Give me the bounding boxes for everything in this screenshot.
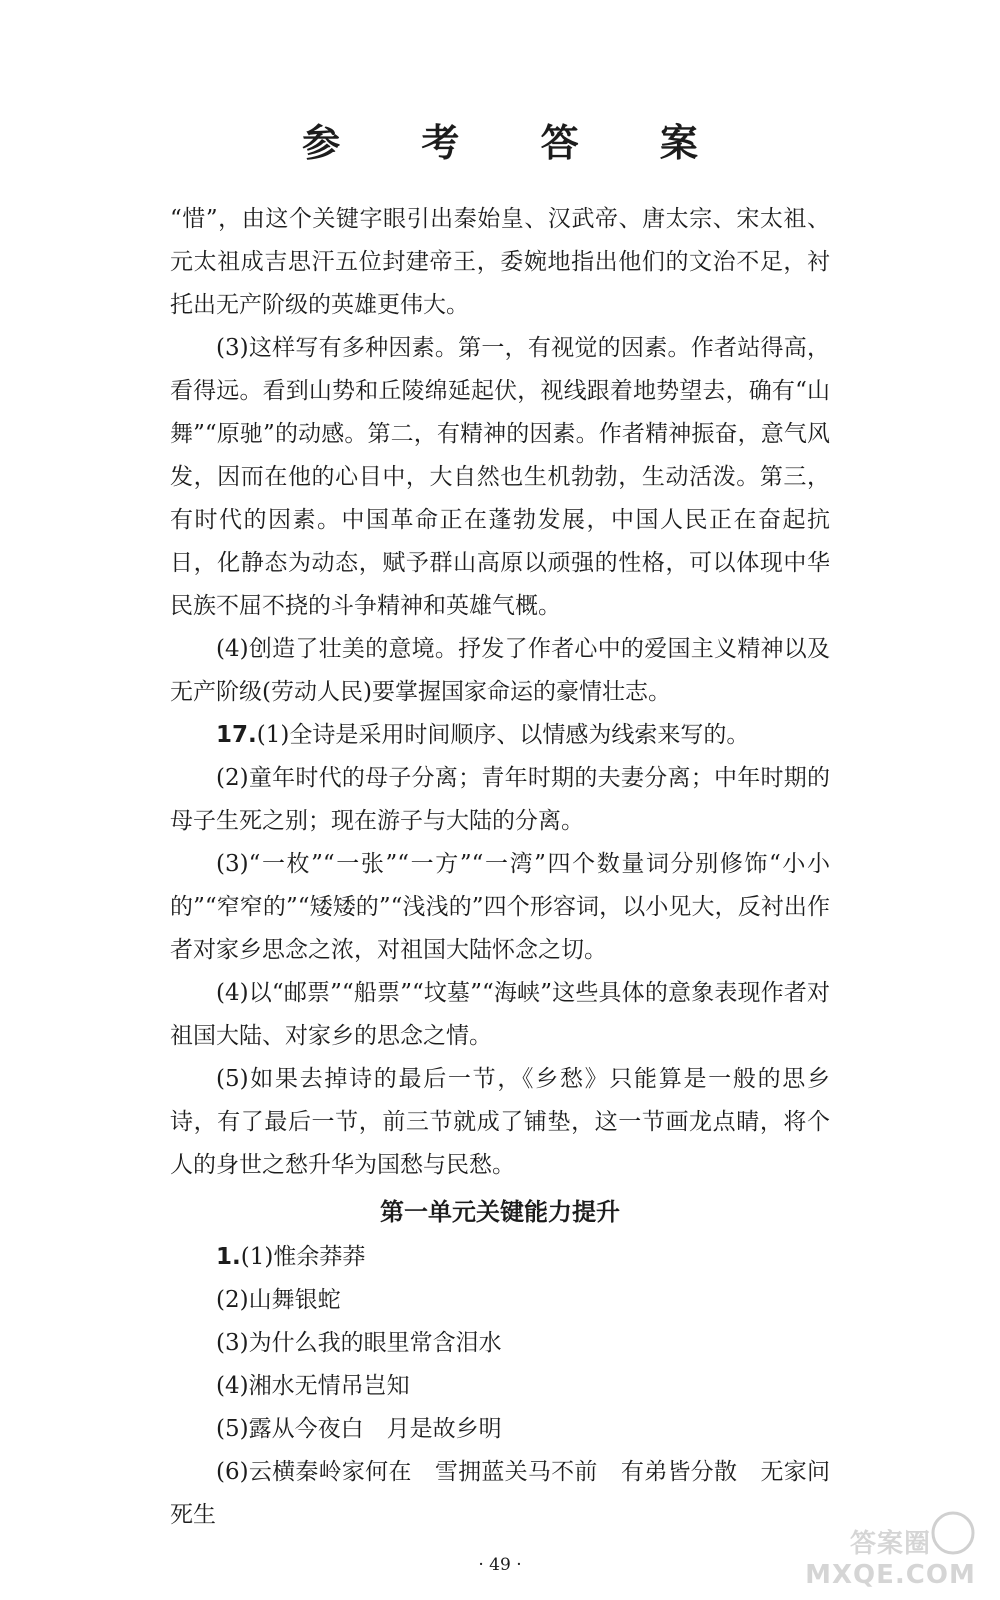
- watermark-text: 答案圈 MXQE.COM: [805, 1529, 976, 1590]
- question-1-item-4: (4)湘水无情吊岂知: [216, 1373, 410, 1399]
- page-number: · 49 ·: [478, 1555, 522, 1575]
- question-number: 17.: [216, 722, 257, 748]
- question-17-item-3: (3)“一枚”“一张”“一方”“一湾”四个数量词分别修饰“小小的”“窄窄的”“矮矮的”“浅浅的”四个形容词，以小见大，反衬出作者对家乡思念之浓，对祖国大陆怀念之切。: [170, 851, 830, 963]
- question-1-item-3: (3)为什么我的眼里常含泪水: [216, 1330, 502, 1356]
- paragraph-continuation: “惜”，由这个关键字眼引出秦始皇、汉武帝、唐太宗、宋太祖、元太祖成吉思汗五位封建帝王，委婉地指出他们的文治不足，衬托出无产阶级的英雄更伟大。: [170, 206, 830, 318]
- question-17-item-5: (5)如果去掉诗的最后一节，《乡愁》只能算是一般的思乡诗，有了最后一节，前三节就成了铺垫，这一节画龙点睛，将个人的身世之愁升华为国愁与民愁。: [170, 1066, 830, 1178]
- answer-body: [170, 198, 830, 1537]
- question-1-item-5: (5)露从今夜白 月是故乡明: [216, 1416, 502, 1442]
- question-17-item-1: (1)全诗是采用时间顺序、以情感为线索来写的。: [256, 722, 750, 748]
- section-title: 第一单元关键能力提升: [380, 1198, 620, 1226]
- question-1-item-6: (6)云横秦岭家何在 雪拥蓝关马不前 有弟皆分散 无家问死生: [170, 1459, 830, 1528]
- question-1-item-2: (2)山舞银蛇: [216, 1287, 341, 1313]
- paragraph-answer-3: (3)这样写有多种因素。第一，有视觉的因素。作者站得高，看得远。看到山势和丘陵绵延起伏，视线跟着地势望去，确有“山舞”“原驰”的动感。第二，有精神的因素。作者精神振奋，意气风发，因而在他的心目中，大自然也生机勃勃，生动活泼。第三，有时代的因素。中国革命正在蓬勃发展，中国人民正在奋起抗日，化静态为动态，赋予群山高原以顽强的性格，可以体现中华民族不屈不挠的斗争精神和英雄气概。: [170, 335, 830, 619]
- paragraph-answer-4: (4)创造了壮美的意境。抒发了作者心中的爱国主义精神以及无产阶级(劳动人民)要掌握国家命运的豪情壮志。: [170, 636, 830, 705]
- page-title: 参 考 答 案: [302, 121, 732, 165]
- question-number: 1.: [216, 1244, 241, 1270]
- question-17-item-2: (2)童年时代的母子分离；青年时期的夫妻分离；中年时期的母子生死之别；现在游子与大陆的分离。: [170, 765, 830, 834]
- question-1-item-1: (1)惟余莽莽: [240, 1244, 366, 1270]
- question-1: [170, 1236, 830, 1279]
- question-17-item-4: (4)以“邮票”“船票”“坟墓”“海峡”这些具体的意象表现作者对祖国大陆、对家乡的思念之情。: [170, 980, 830, 1049]
- watermark-logo: [803, 1505, 978, 1590]
- question-17: [170, 714, 830, 757]
